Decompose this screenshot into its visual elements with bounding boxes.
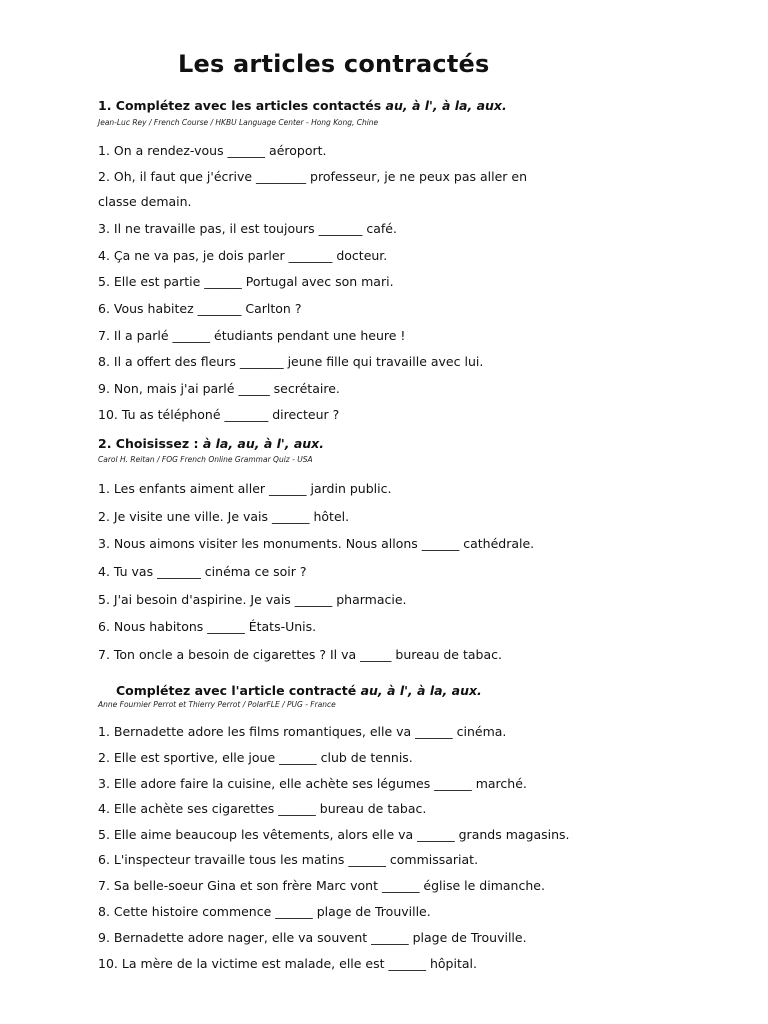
section-1-heading-text: 1. Complétez avec les articles contactés (98, 98, 382, 113)
section-3-heading-text: Complétez avec l'article contracté (116, 683, 357, 698)
section-1-heading (98, 98, 507, 113)
exercise-line: 5. Elle est partie ______ Portugal avec son mari. (98, 274, 394, 289)
section-1-credit: Jean-Luc Rey / French Course / HKBU Language Center - Hong Kong, Chine (98, 118, 379, 127)
exercise-line: 9. Bernadette adore nager, elle va souvent ______ plage de Trouville. (98, 930, 527, 945)
exercise-line: 4. Elle achète ses cigarettes ______ bureau de tabac. (98, 801, 427, 816)
exercise-line: 6. Nous habitons ______ États-Unis. (98, 619, 317, 634)
exercise-line: 1. On a rendez-vous ______ aéroport. (98, 143, 327, 158)
exercise-line: 5. Elle aime beaucoup les vêtements, alors elle va ______ grands magasins. (98, 827, 570, 842)
exercise-line: 8. Il a offert des fleurs _______ jeune fille qui travaille avec lui. (98, 354, 484, 369)
section-3-heading (116, 683, 482, 698)
exercise-line: 9. Non, mais j'ai parlé _____ secrétaire. (98, 381, 340, 396)
exercise-line: 4. Tu vas _______ cinéma ce soir ? (98, 564, 307, 579)
exercise-line: 3. Elle adore faire la cuisine, elle achète ses légumes ______ marché. (98, 776, 527, 791)
exercise-line: 6. L'inspecteur travaille tous les matins ______ commissariat. (98, 852, 479, 867)
exercise-line: 7. Sa belle-soeur Gina et son frère Marc vont ______ église le dimanche. (98, 878, 545, 893)
page-title: Les articles contractés (178, 50, 490, 78)
section-3-heading-words: au, à l', à la, aux. (360, 683, 482, 698)
exercise-line: 3. Nous aimons visiter les monuments. Nous allons ______ cathédrale. (98, 536, 535, 551)
exercise-line: 4. Ça ne va pas, je dois parler _______ docteur. (98, 248, 388, 263)
exercise-line: 3. Il ne travaille pas, il est toujours _______ café. (98, 221, 397, 236)
exercise-line: 10. Tu as téléphoné _______ directeur ? (98, 407, 340, 422)
exercise-line: 2. Elle est sportive, elle joue ______ club de tennis. (98, 750, 413, 765)
exercise-line: 7. Ton oncle a besoin de cigarettes ? Il va _____ bureau de tabac. (98, 647, 502, 662)
section-2-heading (98, 436, 324, 451)
exercise-line: 1. Bernadette adore les films romantiques, elle va ______ cinéma. (98, 724, 507, 739)
section-2-heading-text: 2. Choisissez : (98, 436, 199, 451)
section-3-credit: Anne Fournier Perrot et Thierry Perrot / PolarFLE / PUG - France (98, 700, 336, 709)
exercise-line: 10. La mère de la victime est malade, elle est ______ hôpital. (98, 956, 477, 971)
exercise-line: 5. J'ai besoin d'aspirine. Je vais ______ pharmacie. (98, 592, 407, 607)
exercise-line: 8. Cette histoire commence ______ plage de Trouville. (98, 904, 431, 919)
section-2-credit: Carol H. Reitan / FOG French Online Grammar Quiz - USA (98, 455, 313, 464)
exercise-line: 2. Oh, il faut que j'écrive ________ professeur, je ne peux pas aller en (98, 169, 528, 184)
section-2-heading-words: à la, au, à l', aux. (202, 436, 324, 451)
exercise-line: 6. Vous habitez _______ Carlton ? (98, 301, 302, 316)
exercise-line: 7. Il a parlé ______ étudiants pendant une heure ! (98, 328, 406, 343)
section-1-heading-words: au, à l', à la, aux. (385, 98, 507, 113)
exercise-line: 2. Je visite une ville. Je vais ______ hôtel. (98, 509, 350, 524)
exercise-line: 1. Les enfants aiment aller ______ jardin public. (98, 481, 392, 496)
exercise-line: classe demain. (98, 194, 192, 209)
